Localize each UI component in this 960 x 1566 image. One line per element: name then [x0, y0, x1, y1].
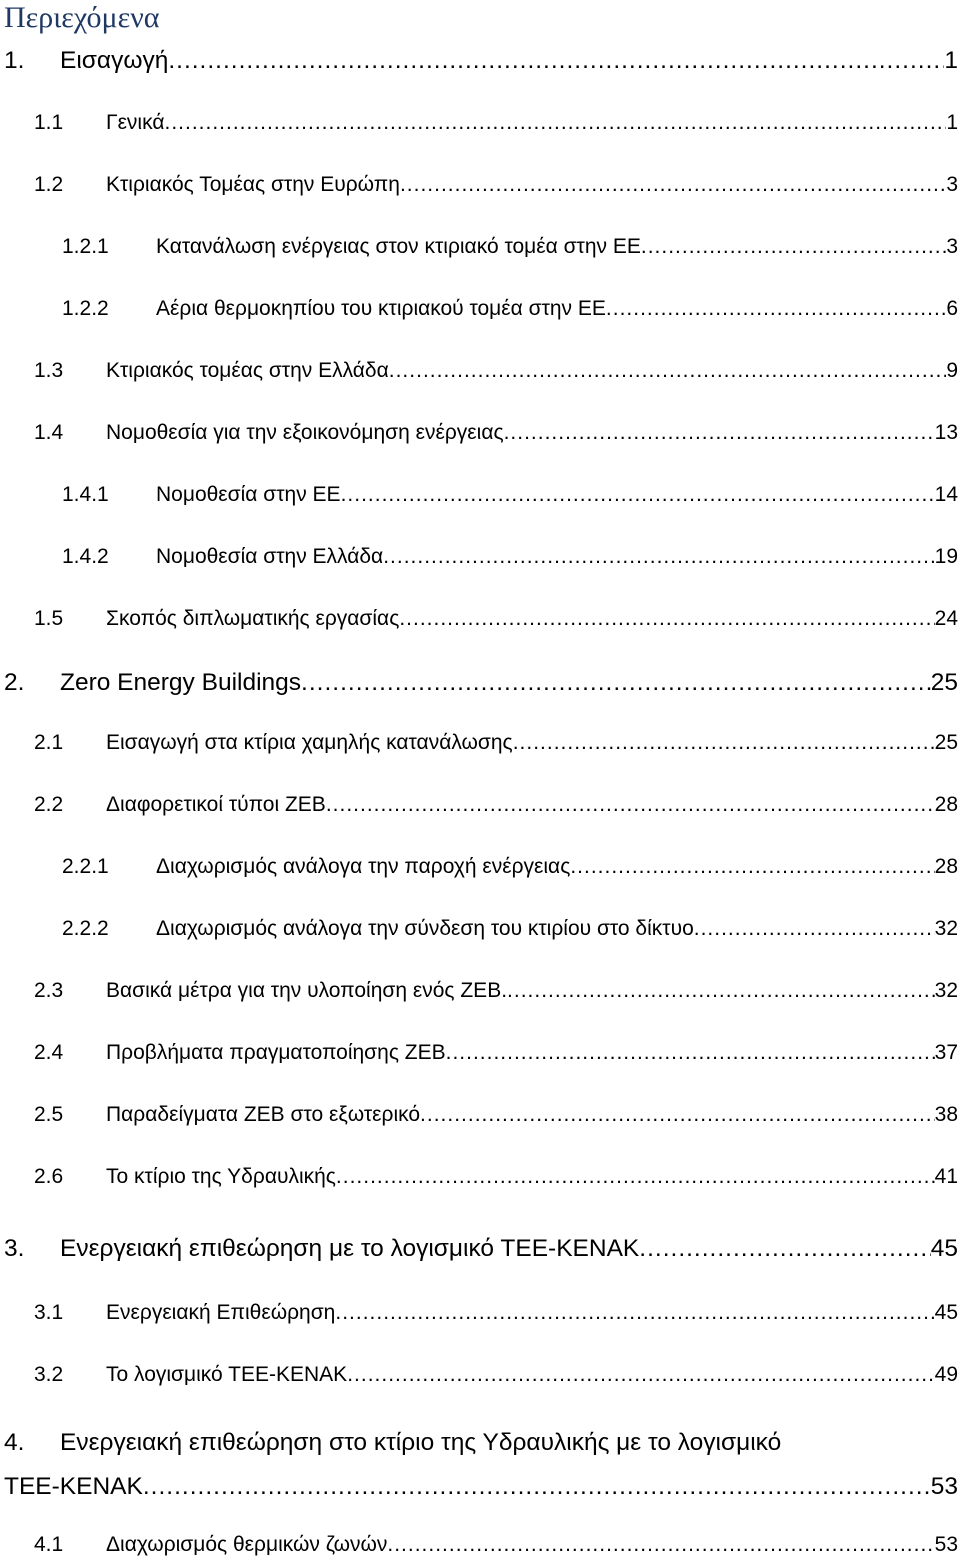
- toc-entry-title: Διαχωρισμός ανάλογα την παροχή ενέργειας: [156, 855, 571, 878]
- toc-dot-leader: [335, 1298, 934, 1328]
- toc-dot-leader: [143, 1470, 931, 1504]
- toc-entry[interactable]: [0, 356, 960, 392]
- toc-entry-page: 25: [930, 669, 958, 696]
- toc-entry-row: [106, 1530, 958, 1560]
- toc-entry-row: [106, 108, 958, 138]
- toc-entry-title: Βασικά μέτρα για την υλοποίηση ενός ΖΕΒ.: [106, 979, 508, 1002]
- toc-entry-page: 19: [934, 545, 958, 568]
- toc-entry-row: [106, 790, 958, 820]
- toc-entry-page: 3: [946, 173, 958, 196]
- toc-entry[interactable]: [0, 1232, 960, 1268]
- toc-entry-title: Προβλήματα πραγματοποίησης ΖΕΒ: [106, 1041, 446, 1064]
- toc-entry-number: 2.1: [34, 731, 64, 754]
- toc-entry[interactable]: [0, 728, 960, 764]
- toc-entry-row: [156, 542, 958, 572]
- toc-entry-number: 1.2.1: [62, 235, 109, 258]
- toc-entry-title: ΤΕΕ-ΚΕΝΑΚ: [4, 1473, 143, 1500]
- toc-entry-row: [106, 728, 958, 758]
- toc-entry-title: Σκοπός διπλωματικής εργασίας: [106, 607, 400, 630]
- toc-entry-number: 3.2: [34, 1363, 64, 1386]
- toc-entry[interactable]: [0, 294, 960, 330]
- toc-entry-number: 1.2: [34, 173, 64, 196]
- toc-entry-number: 1.4: [34, 421, 64, 444]
- toc-dot-leader: [164, 108, 946, 138]
- toc-dot-leader: [389, 356, 947, 386]
- toc-entry-title: Κτιριακός Τομέας στην Ευρώπη: [106, 173, 400, 196]
- toc-entry-title: Παραδείγματα ΖΕΒ στο εξωτερικό: [106, 1103, 421, 1126]
- toc-entry-page: 1: [944, 47, 958, 74]
- toc-entry[interactable]: [0, 232, 960, 268]
- toc-entry[interactable]: [0, 418, 960, 454]
- toc-entry-number: 1.: [4, 47, 25, 74]
- toc-entry-number: 2.5: [34, 1103, 64, 1126]
- toc-dot-leader: [606, 294, 946, 324]
- toc-entry-page: 25: [934, 731, 958, 754]
- toc-dot-leader: [507, 976, 935, 1006]
- toc-entry-number: 1.4.2: [62, 545, 109, 568]
- toc-entry-page: 53: [934, 1533, 958, 1556]
- toc-entry[interactable]: [0, 790, 960, 826]
- toc-entry[interactable]: [0, 1360, 960, 1396]
- toc-entry-row: [106, 170, 958, 200]
- toc-entry-title: Το κτίριο της Υδραυλικής: [106, 1165, 336, 1188]
- toc-entry-row: [106, 1360, 958, 1390]
- toc-entry-page: 14: [934, 483, 958, 506]
- toc-entry-row: [106, 418, 958, 448]
- toc-entry[interactable]: [0, 1426, 960, 1506]
- toc-entry-number: 2.: [4, 669, 25, 696]
- toc-entry-number: 4.: [4, 1429, 25, 1456]
- toc-entry-row: [106, 1100, 958, 1130]
- toc-entry-title-line1: Ενεργειακή επιθεώρηση στο κτίριο της Υδραυλικής με το λογισμικό: [60, 1429, 782, 1456]
- toc-entry-title: Εισαγωγή: [60, 47, 169, 74]
- toc-entry-page: 45: [934, 1301, 958, 1324]
- toc-entry-number: 1.2.2: [62, 297, 109, 320]
- toc-dot-leader: [694, 914, 935, 944]
- toc-entry-row: [156, 294, 958, 324]
- toc-dot-leader: [168, 44, 944, 78]
- toc-entry[interactable]: [0, 1298, 960, 1334]
- toc-entry-page: 32: [934, 917, 958, 940]
- toc-dot-leader: [301, 666, 931, 700]
- toc-entry-row: [60, 666, 958, 700]
- toc-entry-number: 1.5: [34, 607, 64, 630]
- toc-entry-title: Νομοθεσία στην Ελλάδα: [156, 545, 384, 568]
- toc-entry-row: [156, 480, 958, 510]
- toc-entry-title: Το λογισμικό ΤΕΕ-ΚΕΝΑΚ: [106, 1363, 348, 1386]
- toc-entry-title: Εισαγωγή στα κτίρια χαμηλής κατανάλωσης: [106, 731, 513, 754]
- toc-entry-page: 9: [946, 359, 958, 382]
- toc-dot-leader: [336, 1162, 935, 1192]
- toc-entry[interactable]: [0, 170, 960, 206]
- toc-entry-row: [156, 852, 958, 882]
- toc-entry-page: 28: [934, 793, 958, 816]
- toc-dot-leader: [387, 1530, 934, 1560]
- toc-entry-number: 3.1: [34, 1301, 64, 1324]
- toc-entry[interactable]: [0, 1530, 960, 1566]
- toc-entry-row: [156, 914, 958, 944]
- toc-entry-title: Zero Energy Buildings: [60, 669, 302, 696]
- toc-entry-title: Κατανάλωση ενέργειας στον κτιριακό τομέα στην ΕΕ: [156, 235, 641, 258]
- toc-entry-title: Νομοθεσία για την εξοικονόμηση ενέργειας: [106, 421, 504, 444]
- toc-entry-page: 32: [934, 979, 958, 1002]
- toc-entry-number: 1.3: [34, 359, 64, 382]
- toc-entry-page: 24: [934, 607, 958, 630]
- toc-entry-number: 2.2.2: [62, 917, 109, 940]
- toc-entry[interactable]: [0, 1038, 960, 1074]
- toc-entry-row: [156, 232, 958, 262]
- toc-entry-number: 1.4.1: [62, 483, 109, 506]
- toc-entry-number: 2.3: [34, 979, 64, 1002]
- toc-entry[interactable]: [0, 44, 960, 80]
- toc-entry-title: Διαφορετικοί τύποι ΖΕΒ: [106, 793, 326, 816]
- toc-entry[interactable]: [0, 852, 960, 888]
- toc-entry-row: [106, 1038, 958, 1068]
- toc-entry-number: 2.2.1: [62, 855, 109, 878]
- toc-entry[interactable]: [0, 604, 960, 640]
- toc-entry-page: 53: [930, 1473, 958, 1500]
- toc-entry-page: 3: [946, 235, 958, 258]
- toc-entry-page: 6: [946, 297, 958, 320]
- toc-dot-leader: [326, 790, 935, 820]
- toc-entry-number: 3.: [4, 1235, 25, 1262]
- toc-dot-leader: [513, 728, 935, 758]
- toc-entry-page: 37: [934, 1041, 958, 1064]
- toc-dot-leader: [641, 232, 946, 262]
- toc-entry-title: Διαχωρισμός ανάλογα την σύνδεση του κτιρίου στο δίκτυο: [156, 917, 694, 940]
- toc-entry-row: [106, 356, 958, 386]
- toc-entry-number: 4.1: [34, 1533, 64, 1556]
- toc-entry-title: Αέρια θερμοκηπίου του κτιριακού τομέα στην ΕΕ: [156, 297, 606, 320]
- toc-dot-leader: [504, 418, 935, 448]
- toc-entry[interactable]: [0, 480, 960, 516]
- toc-entry-number: 1.1: [34, 111, 64, 134]
- toc-entry-row: [60, 44, 958, 78]
- toc-entry-page: 45: [930, 1235, 958, 1262]
- toc-entry-number: 2.2: [34, 793, 64, 816]
- toc-entry-row: [60, 1232, 958, 1266]
- toc-entry-title: Διαχωρισμός θερμικών ζωνών: [106, 1533, 388, 1556]
- toc-entry[interactable]: [0, 108, 960, 144]
- toc-entry-number: 2.4: [34, 1041, 64, 1064]
- toc-entry-title: Νομοθεσία στην ΕΕ: [156, 483, 341, 506]
- toc-entry-title: Ενεργειακή επιθεώρηση με το λογισμικό ΤΕΕ-ΚΕΝΑΚ: [60, 1235, 640, 1262]
- toc-entry-row: [4, 1470, 958, 1504]
- toc-dot-leader: [399, 604, 934, 634]
- toc-entry[interactable]: [0, 666, 960, 702]
- toc-entry-row: [106, 976, 958, 1006]
- toc-entry-title: Ενεργειακή Επιθεώρηση: [106, 1301, 336, 1324]
- toc-entry[interactable]: [0, 1100, 960, 1136]
- toc-entry-page: 38: [934, 1103, 958, 1126]
- toc-entry-row: [106, 604, 958, 634]
- toc-dot-leader: [570, 852, 934, 882]
- toc-dot-leader: [639, 1232, 930, 1266]
- toc-entry[interactable]: [0, 976, 960, 1012]
- toc-entry[interactable]: [0, 914, 960, 950]
- toc-entry-row: [106, 1298, 958, 1328]
- toc-entry-page: 49: [934, 1363, 958, 1386]
- toc-dot-leader: [341, 480, 935, 510]
- toc-entry-number: 2.6: [34, 1165, 64, 1188]
- toc-dot-leader: [383, 542, 934, 572]
- toc-entry-row: [106, 1162, 958, 1192]
- toc-entry[interactable]: [0, 542, 960, 578]
- toc-entry-page: 28: [934, 855, 958, 878]
- toc-heading: Περιεχόμενα: [4, 1, 160, 34]
- toc-entry-page: 1: [946, 111, 958, 134]
- toc-entry-title: Γενικά: [106, 111, 165, 134]
- toc-entry[interactable]: [0, 1162, 960, 1198]
- toc-dot-leader: [347, 1360, 934, 1390]
- toc-entry-page: 13: [934, 421, 958, 444]
- toc-dot-leader: [400, 170, 946, 200]
- toc-entry-title: Κτιριακός τομέας στην Ελλάδα: [106, 359, 389, 382]
- toc-entry-page: 41: [934, 1165, 958, 1188]
- toc-dot-leader: [420, 1100, 935, 1130]
- toc-dot-leader: [446, 1038, 935, 1068]
